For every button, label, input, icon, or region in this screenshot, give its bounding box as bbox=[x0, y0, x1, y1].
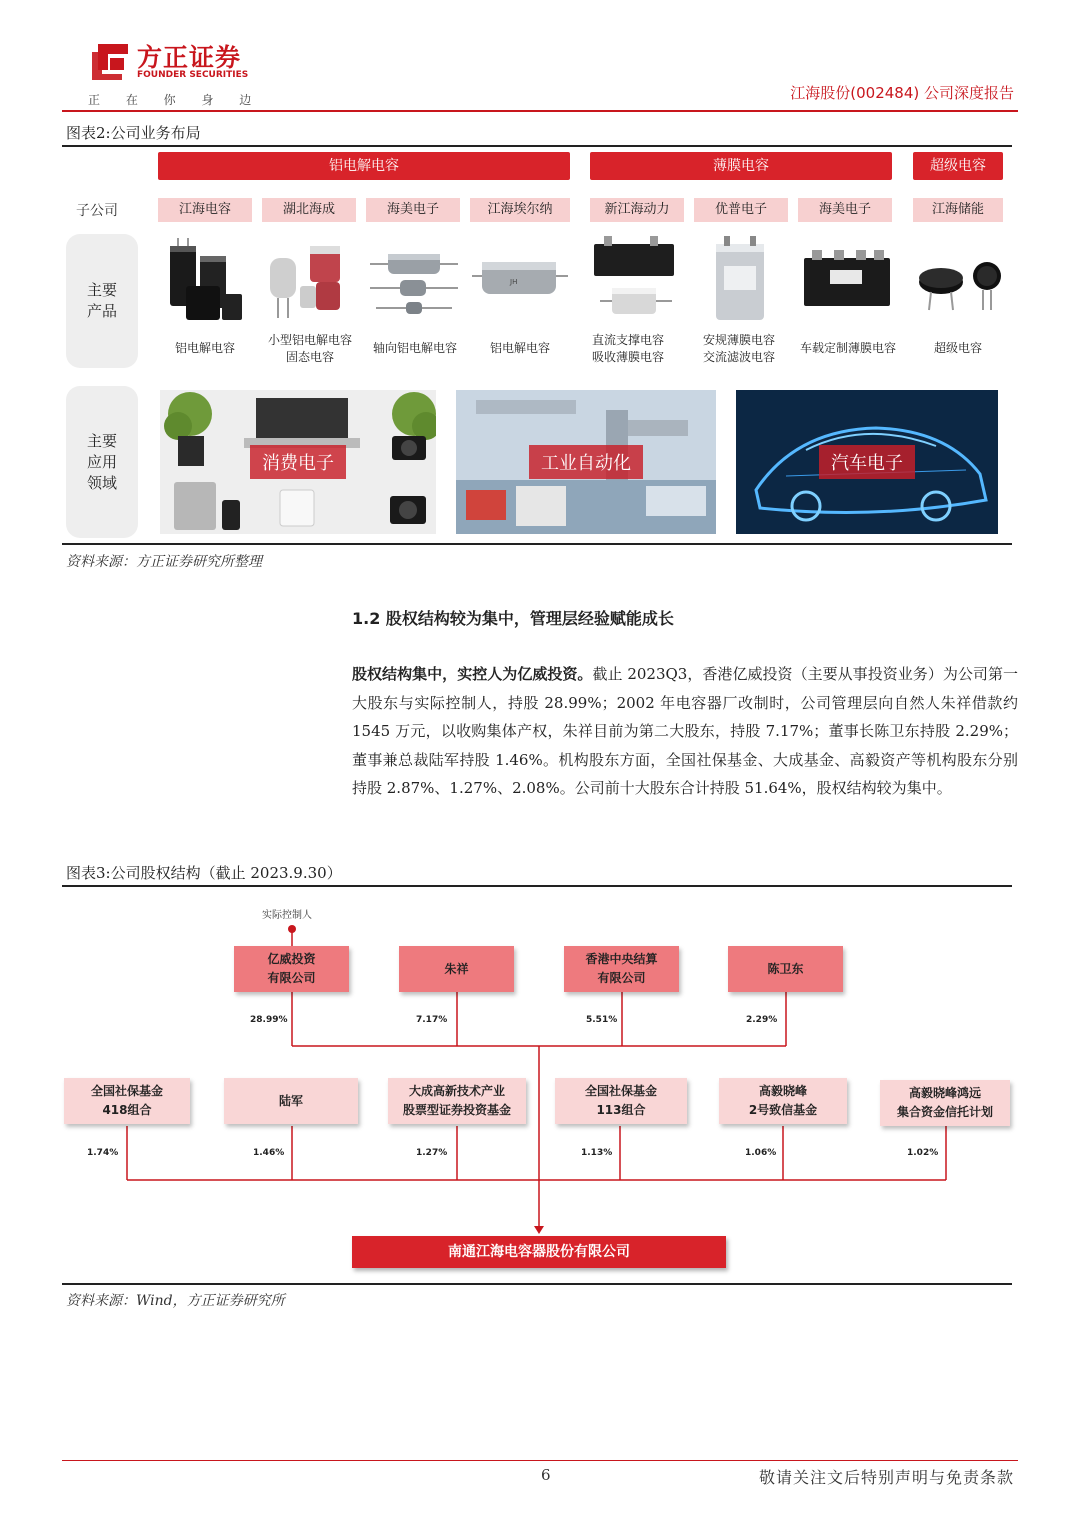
shareholder-node: 大成高新技术产业 股票型证券投资基金 bbox=[388, 1078, 526, 1124]
section-body-text: 截止 2023Q3，香港亿威投资（主要从事投资业务）为公司第一大股东与实际控制人，持股 28.99%；2002 年电容器厂改制时，公司管理层向自然人朱祥借款约 1545 万元，以收购集体产权，朱祥目前为第二大股东，持股 7.17%；董事长陈卫东持股 2.29%；董事兼总裁陆军持股 1.46%。机构股东方面，全国社保基金、大成基金、高毅资产等机构股东分别持股 2.87%、1.27%、2.08%。公司前十大股东合计持股 51.64%，股权结构较为集中。 bbox=[352, 665, 1018, 797]
product-caption: 铝电解电容 bbox=[489, 341, 550, 355]
application-label: 汽车电子 bbox=[819, 445, 915, 479]
shareholder-node: 亿威投资 有限公司 bbox=[234, 946, 349, 992]
brand-slogan: 正 在 你 身 边 bbox=[88, 93, 252, 107]
shareholder-node: 全国社保基金 113组合 bbox=[555, 1078, 687, 1124]
section-lead: 股权结构集中，实控人为亿威投资。 bbox=[352, 665, 593, 683]
category-film-capacitor: 薄膜电容 bbox=[590, 152, 892, 180]
product-caption: 轴向铝电解电容 bbox=[372, 341, 457, 355]
subsidiary-box: 新江海动力 bbox=[590, 198, 684, 222]
product-caption: 小型铝电解电容 固态电容 bbox=[267, 333, 352, 364]
applications-row-label: 主要 应用 领域 bbox=[66, 386, 138, 538]
shareholding-pct: 7.17% bbox=[416, 1015, 448, 1025]
shareholding-pct: 1.02% bbox=[907, 1148, 939, 1158]
figure3-title: 图表3:公司股权结构（截止 2023.9.30） bbox=[66, 864, 342, 882]
shareholder-node: 高毅晓峰 2号致信基金 bbox=[719, 1078, 847, 1124]
subsidiary-box: 海美电子 bbox=[366, 198, 460, 222]
application-label: 消费电子 bbox=[250, 445, 346, 479]
product-caption: 铝电解电容 bbox=[174, 341, 235, 355]
figure3-bottom-rule bbox=[62, 1283, 1012, 1285]
subsidiary-box: 湖北海成 bbox=[262, 198, 356, 222]
shareholder-node: 全国社保基金 418组合 bbox=[64, 1078, 190, 1124]
subsidiary-box: 江海埃尔纳 bbox=[470, 198, 570, 222]
shareholder-node: 朱祥 bbox=[399, 946, 514, 992]
subsidiary-box: 江海储能 bbox=[913, 198, 1003, 222]
shareholder-node: 高毅晓峰鸿远 集合资金信托计划 bbox=[880, 1080, 1010, 1126]
shareholding-pct: 2.29% bbox=[746, 1015, 778, 1025]
shareholder-node: 陈卫东 bbox=[728, 946, 843, 992]
product-caption: 直流支撑电容 吸收薄膜电容 bbox=[591, 333, 664, 364]
company-node: 南通江海电容器股份有限公司 bbox=[352, 1236, 726, 1268]
controller-label: 实际控制人 bbox=[262, 910, 312, 921]
shareholder-node: 香港中央结算 有限公司 bbox=[564, 946, 679, 992]
category-aluminum-electrolytic: 铝电解电容 bbox=[158, 152, 570, 180]
shareholding-pct: 1.13% bbox=[581, 1148, 613, 1158]
brand-name-en: FOUNDER SECURITIES bbox=[137, 70, 249, 80]
shareholding-pct: 1.27% bbox=[416, 1148, 448, 1158]
shareholding-pct: 1.06% bbox=[745, 1148, 777, 1158]
footer-divider bbox=[62, 1460, 1018, 1461]
subsidiary-box: 海美电子 bbox=[798, 198, 892, 222]
shareholding-pct: 1.74% bbox=[87, 1148, 119, 1158]
section-heading: 1.2 股权结构较为集中，管理层经验赋能成长 bbox=[352, 609, 674, 628]
shareholding-pct: 28.99% bbox=[250, 1015, 288, 1025]
figure3-source: 资料来源：Wind，方正证券研究所 bbox=[66, 1293, 285, 1309]
shareholding-pct: 1.46% bbox=[253, 1148, 285, 1158]
brand-name-cn: 方正证券 bbox=[137, 43, 242, 72]
svg-text:JH: JH bbox=[510, 278, 518, 286]
subsidiary-box: 江海电容 bbox=[158, 198, 252, 222]
product-caption: 车载定制薄膜电容 bbox=[799, 341, 896, 355]
product-caption: 安规薄膜电容 交流滤波电容 bbox=[702, 333, 775, 364]
figure2-source: 资料来源：方正证券研究所整理 bbox=[66, 554, 262, 570]
figure2-title: 图表2:公司业务布局 bbox=[66, 124, 201, 142]
shareholder-node: 陆军 bbox=[224, 1078, 358, 1124]
category-supercapacitor: 超级电容 bbox=[913, 152, 1003, 180]
page-number: 6 bbox=[541, 1466, 551, 1484]
subsidiary-box: 优普电子 bbox=[694, 198, 788, 222]
footer-disclaimer: 敬请关注文后特别声明与免责条款 bbox=[758, 1468, 1014, 1487]
subsidiary-label: 子公司 bbox=[76, 203, 118, 219]
report-title: 江海股份(002484) 公司深度报告 bbox=[790, 84, 1014, 102]
products-row-label: 主要 产品 bbox=[66, 234, 138, 368]
shareholding-pct: 5.51% bbox=[586, 1015, 618, 1025]
application-label: 工业自动化 bbox=[529, 445, 643, 479]
product-caption: 超级电容 bbox=[933, 341, 982, 355]
